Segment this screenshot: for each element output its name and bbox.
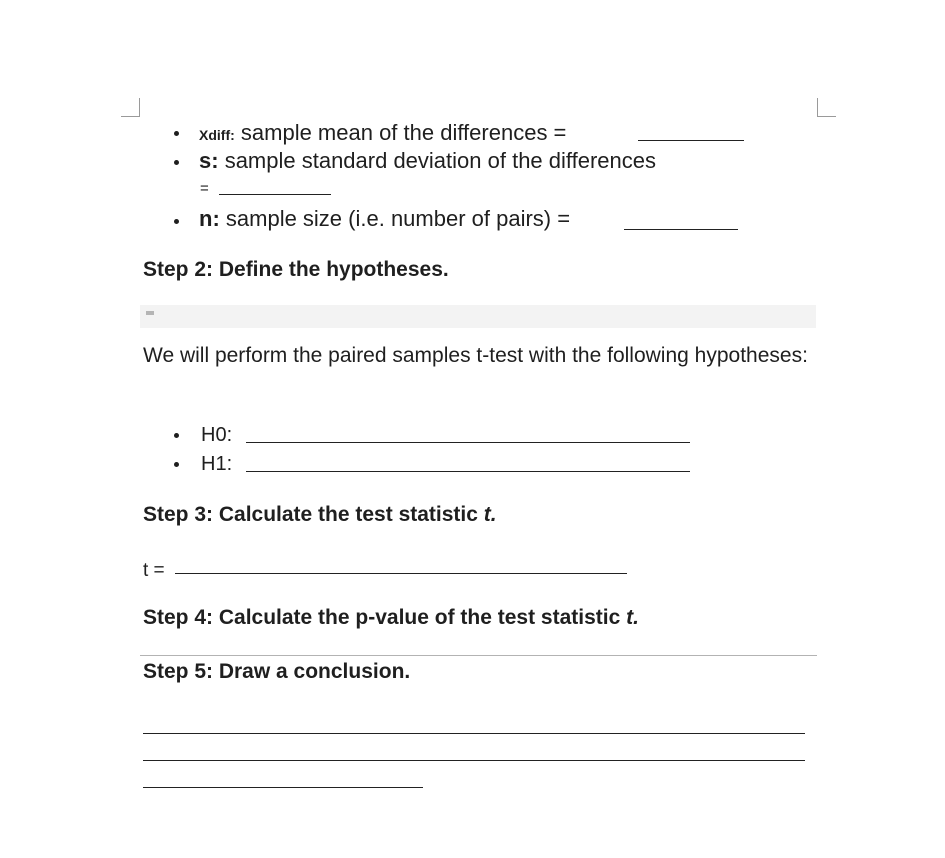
page-corner-left xyxy=(121,98,140,117)
s-eq: = xyxy=(200,180,209,197)
step3-heading xyxy=(143,502,497,528)
step4-heading-var: t. xyxy=(626,606,639,629)
conclusion-blank-1[interactable] xyxy=(143,733,805,734)
step5-heading: Step 5: Draw a conclusion. xyxy=(143,660,411,683)
step3-heading-var: t. xyxy=(483,503,497,526)
section-divider xyxy=(140,655,817,656)
bullet-dot xyxy=(174,160,179,165)
n-line xyxy=(199,206,570,232)
step4-heading xyxy=(143,605,639,631)
bullet-dot xyxy=(174,131,179,136)
h0-blank[interactable] xyxy=(246,442,690,443)
bullet-dot xyxy=(174,219,179,224)
bullet-dot xyxy=(174,433,179,438)
t-label: t = xyxy=(143,560,165,581)
t-blank[interactable] xyxy=(175,573,627,574)
xdiff-blank[interactable] xyxy=(638,140,744,141)
n-text: sample size (i.e. number of pairs) = xyxy=(225,206,571,231)
gray-band xyxy=(140,305,816,328)
step2-paragraph: We will perform the paired samples t-test with the following hypotheses: xyxy=(143,344,808,367)
s-symbol: s: xyxy=(199,148,219,173)
s-blank[interactable] xyxy=(219,194,331,195)
bullet-dot xyxy=(174,462,179,467)
h0-label: H0: xyxy=(201,424,233,446)
xdiff-line xyxy=(199,120,566,148)
n-blank[interactable] xyxy=(624,229,738,230)
conclusion-blank-3[interactable] xyxy=(143,787,423,788)
small-mark xyxy=(146,311,154,315)
step2-heading: Step 2: Define the hypotheses. xyxy=(143,258,449,281)
h1-blank[interactable] xyxy=(246,471,690,472)
page-corner-right xyxy=(817,98,836,117)
s-text: sample standard deviation of the differences xyxy=(224,148,656,173)
h1-label: H1: xyxy=(201,453,233,475)
n-symbol: n: xyxy=(199,206,220,231)
s-line xyxy=(199,148,656,174)
step3-heading-text: Step 3: Calculate the test statistic xyxy=(143,503,484,526)
step4-heading-text: Step 4: Calculate the p-value of the test statistic xyxy=(143,606,627,629)
xdiff-text: sample mean of the differences = xyxy=(240,120,567,145)
conclusion-blank-2[interactable] xyxy=(143,760,805,761)
xdiff-symbol: Xdiff: xyxy=(199,127,235,143)
